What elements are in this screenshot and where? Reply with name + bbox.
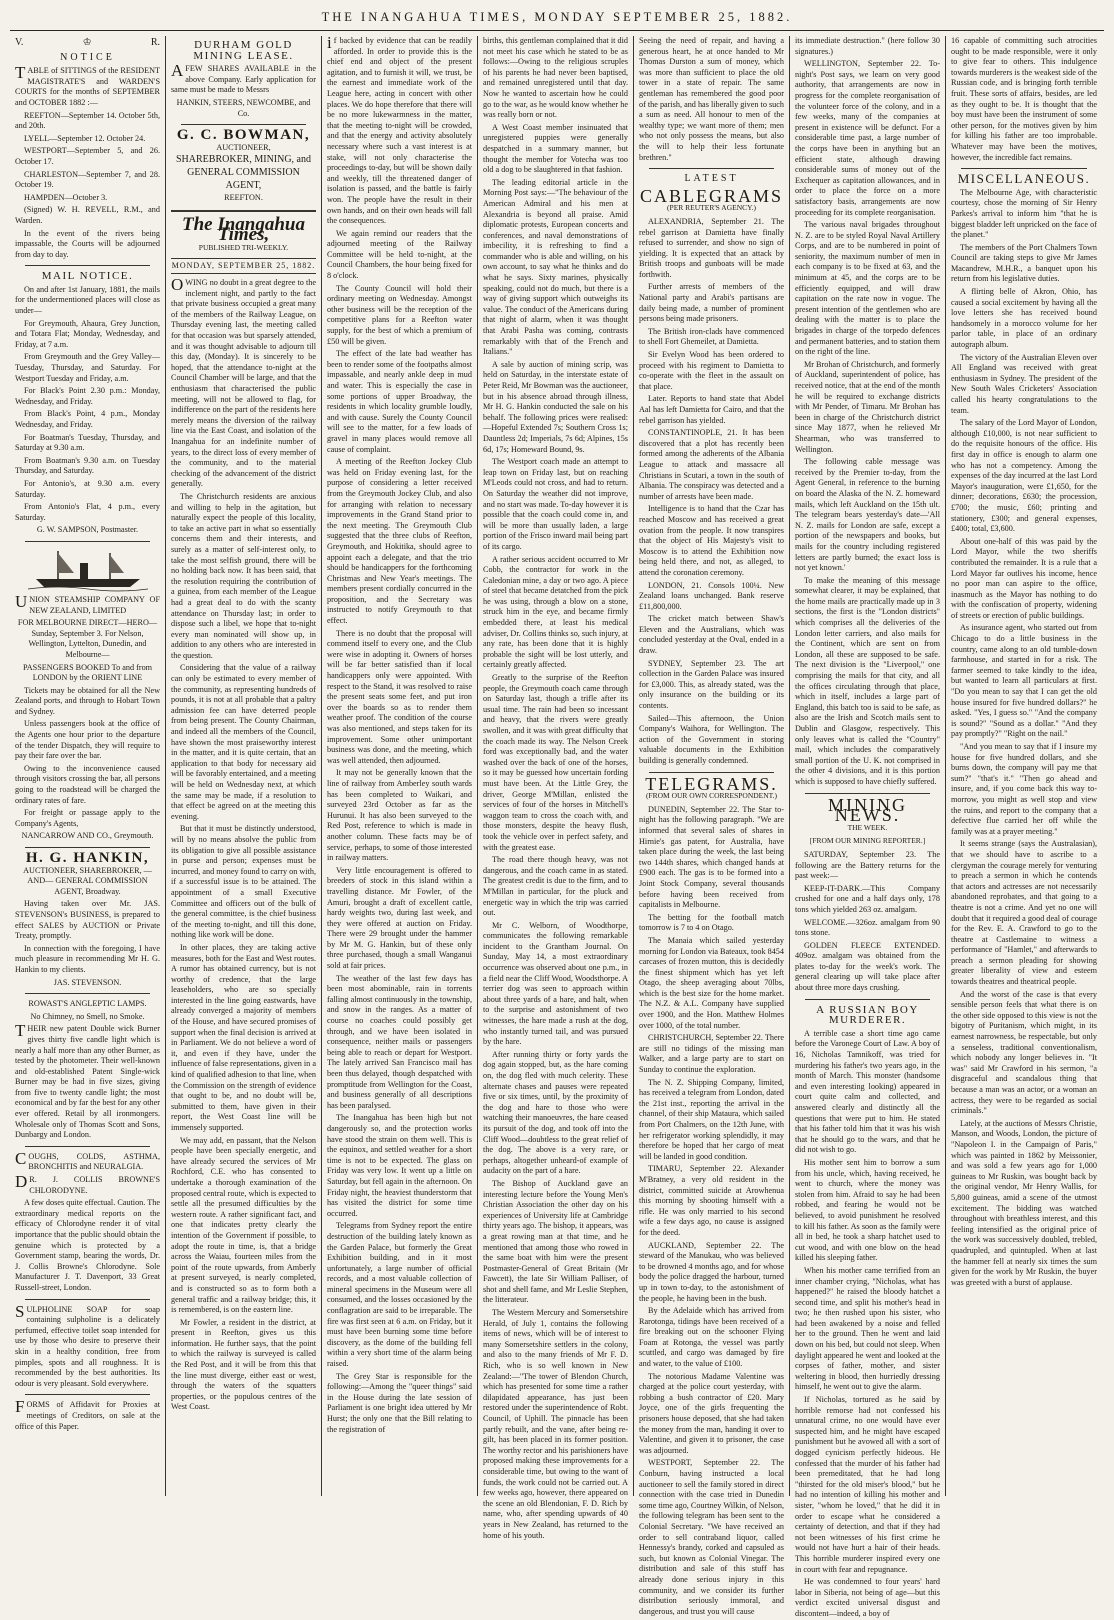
article-paragraph: births, this gentleman complained that it did not meet his case which he stated to be as follows:—Owing to the religious scruples of his parents he had never been baptised, and remained unregistered until that day. Now he wanted to ascertain how he could go to the war, as he would know whether he was really born or not. — [483, 36, 628, 120]
article-paragraph: Greatly to the surprise of the Reefton people, the Greymouth coach came through on Saturday last, though a trifle after its usual time. The rain had been so incessant and heavy, that the rivers were greatly swollen, and it was with great difficulty that the coach made its way. The Nelson Creek ford was exceptionally bad, and the water washed over the back of one of the horses, so it may be guessed how uncertain fording must have been. At the Little Grey, the driver, George M'Millan, enlisted the services of four of the horses in Mitchell's waggon team to cross the coach with, and those monsters, despite the heavy flush, took the vehicle over in perfect safety, and with the greatest ease. — [483, 673, 628, 852]
divider — [25, 1146, 150, 1147]
the-week-line: THE WEEK. — [847, 822, 888, 832]
telegram-paragraph: CHRISTCHURCH, September 22. There are still no tidings of the missing man Walker, and a large party are to start on Sunday to continue the exploration. — [639, 1033, 784, 1075]
bowman-general: GENERAL COMMISSION — [187, 166, 300, 178]
russian-murderer-heading: A RUSSIAN BOY MURDERER. — [816, 1003, 919, 1027]
article-paragraph: We again remind our readers that the adjourned meeting of the Railway Committee will be held to-night, at the Council Chambers, the hour being fixed for 8 o'clock. — [327, 228, 472, 281]
bowman-sharebroker: SHAREBROKER, MINING, and — [176, 154, 311, 166]
cablegrams-heading: CABLEGRAMS — [639, 185, 784, 206]
mining-paragraph: KEEP-IT-DARK.—This Company crushed for one and a half days only, 178 tons which yielded 263 oz. amalgam. — [795, 883, 940, 914]
passengers-booked: PASSENGERS BOOKED To and from LONDON by the ORIENT LINE — [22, 662, 153, 683]
telegram-paragraph: The following cable message was received by the Premier to-day, from the Agent General, in reference to the burning on board the Alaska of the N. Z. homeward mails, which left Auckland on the 15th ult. The telegram bears yesterday's date—'All N. Z. mails for London are safe, except a portion of the newspapers and books, but mails for the country including registered letters are partly burned; the exact loss is not yet known.' — [795, 457, 940, 573]
durham-heading: DURHAM GOLD MINING LEASE. — [193, 39, 294, 62]
telegram-paragraph: The N. Z. Shipping Company, limited, has received a telegram from London, dated the 21st inst., reporting the arrival in the channel, of their ship Mataura, which sailed from Port Chalmers, on the 12th June, with her refrigerator working splendidly, it may therefore be hoped that her cargo of meat will be landed in good condition. — [639, 1077, 784, 1161]
divider — [25, 1299, 150, 1300]
court-charleston: CHARLESTON—September 7, and 28. October 19. — [15, 169, 160, 190]
divider — [649, 772, 774, 773]
cable-paragraph: The cricket match between Shaw's Eleven and the Australians, which was concluded yesterday at the Oval, ended in a draw. — [639, 614, 784, 656]
misc-paragraph: A flirting belle of Akron, Ohio, has caused a social excitement by having all the love letters she has received bound handsomely in a morocco volume for her parlor table, in place of an ordinary autograph album. — [951, 287, 1097, 350]
lamps-heading: ROWAST'S ANGLEPTIC LAMPS. — [28, 999, 147, 1009]
court-westport: WESTPORT—September 5, and 26. October 17. — [15, 146, 160, 166]
leader-paragraph: OWING no doubt in a great degree to the inclement night, and partly to the fact that private business occupied a great many of the members of the Railway League, on Thursday evening last, the meeting called for that occasion was but sparsely attended, and it was thought advisable to adjourn till this day, (Monday). It is sincerely to be hoped, that the attendance to-night at the Council Chamber will be large, and that the enthusiasm that characterised the public meeting, will not be allowed to flag, for indifference on the part of the residents here merely means the diversion of the railway line via the East Coast, and isolation of the Inangahua for an indefinite number of years, to the direct loss of every member of the community, and to the material checking of the advancement of the district generally. — [171, 275, 316, 489]
cable-paragraph: Later. Reports to hand state that Abdel Aal has left Damietta for Cairo, and that the rebel garrison has yielded. — [639, 394, 784, 425]
lamps-body: THEIR new patent Double wick Burner gives thirty five candle light which is nearly a half more than any other Burner, as tested by the photometer. Their well-known and old-established Patent Single-wick Burner may be had in five sizes, giving from five to twenty candle light; the most economical and by far the best for any other ever offered. Retail by all ironmongers. Wholesale only of Thomas Scott and Sons, Dunbargy and London. — [15, 1021, 160, 1140]
article-paragraph: If Nicholas, tortured as he said by horrible remorse had not confessed his unnatural crime, no one would have ever suspected him, and he might have escaped punishment but he avowed all with a sort of dogged cynicism perfectly hideous. He confessed that the murder of his father had been premeditated, that he had long "thirsted for the old miser's blood," but he had no intention of killing his mother and sister, "whom he loved," that he did it in order to escape what he considered a certainty of detection, and that if they had not been witnesses of his first crime he would not have hurt a hair of their heads. This horrible murderer inspired every one in court with fear and repugnance. — [795, 1395, 940, 1574]
article-paragraph: A rather serious accident occurred to Mr Cobb, the contractor for work in the Caledonian mine, a day or two ago. A piece of steel that became detatched from the pick he was using, through a blow on a stone, struck him in the eye, and became firmly embedded there, at least his medical adviser, Dr. Collins thinks so, such injury, at any rate, has been done that it is highly probable the sight will be lost utterly, and certainly greatly affected. — [483, 554, 628, 670]
cable-paragraph: Sailed—This afternoon, the Union Company's Waihora, for Wellington. The action of the Government in storing valuable documents in the Exhibition building is generally condemned. — [639, 713, 784, 765]
steamship-icon — [28, 547, 148, 591]
article-paragraph: The Inangahua has been high but not dangerously so, and the protection works have stood the strain on them well. This is the equinox, and settled weather for a short time is not to be expected. The glass on Friday was very low. It went up a little on Saturday, but fell again in the afternoon. On Friday night, the heaviest thunderstorm that has visited the district for some time occurred. — [327, 1113, 472, 1218]
divider — [649, 168, 774, 169]
coughs-heading: COUGHS, COLDS, ASTHMA, BRONCHITIS and NEURALGIA. — [15, 1148, 160, 1172]
mail-line: For Black's Point 2.30 p.m.: Monday, Wednesday, and Friday. — [15, 386, 160, 406]
agency-line: (PER REUTER'S AGENCY.) — [667, 203, 756, 213]
columns — [10, 33, 1104, 1618]
article-paragraph: Mr C. Welborn, of Woodthorpe, communicates the following remarkable incident to the Grantham Journal. On Sunday, May 14, a most extraordinary occurrence was observed about one p.m., in a field near the Cliff Wood, Woodsthorpe. A terrier dog was seen to approach within about three yards of a hare, and halt, when to the surprise and astonishment of two witnesses, the hare made a rush at the dog, who instantly turned tail, and was pursued by the hare. — [483, 920, 628, 1047]
published-line: PUBLISHED TRI-WEEKLY. — [198, 242, 289, 252]
correspondent-line: (FROM OUR OWN CORRESPONDENT.) — [645, 791, 778, 801]
article-paragraph: The Grey Star is responsible for the following:—Among the "queer things" said in the House during the late session of Parliament is one bright idea uttered by Mr Hurst; the only one that the Bill relating to the registration of — [327, 1371, 472, 1434]
leader-paragraph: But that it must be distinctly understood, will by no means absolve the public from its obligation to give all possible assistance in purse and person; expenses must be incurred, and money found to carry on with, if a successful issue is to be attained. The appointment of a small Executive Committee and officers out of the bulk of the general committee, is the chief business of the meeting to-night, and till this done, nothing like work will be done. — [171, 824, 316, 940]
hankin-name: H. G. HANKIN, — [25, 850, 150, 866]
mail-line: From Boatman's 9.30 a.m. on Tuesday Thursday, and Saturday. — [15, 455, 160, 476]
mining-paragraph: SATURDAY, September 23. The following are the Battery returns for the past week:— — [795, 849, 940, 881]
leader-paragraph: The Christchurch residents are anxious and willing to help in the agitation, but naturally expect the people of this locality, to take an active part in what so essentially concerns them and their interests, and surely as a matter of self-interest only, to take the most selfish ground, there will be no holding back now. It has been said, that the resolution requiring the contribution of a guinea, from each member of the League had a great deal to do with the scanty attendance on Thursday last; in order to dispose such a libel, we hope that to-night every man nominated will show up, in addition to any others who are interested in the question. — [171, 491, 316, 660]
telegram-paragraph: its immediate destruction." (here follow 30 signatures.) — [795, 36, 940, 56]
running-head: THE INANGAHUA TIMES, MONDAY SEPTEMBER 25, 1882. — [321, 10, 793, 24]
column-7 — [946, 36, 1102, 1496]
divider — [25, 1394, 150, 1395]
unless-text: Unless passengers book at the office of the Agents one hour prior to the departure of the tender Dispatch, they will require to pay their fare over the bar. — [15, 719, 160, 761]
divider — [25, 847, 150, 848]
divider — [961, 168, 1087, 169]
tickets-text: Tickets may be obtained for all the New Zealand ports, and through to Hobart Town and Sydney. — [15, 685, 160, 716]
hankin-steers: HANKIN, STEERS, NEWCOMBE, and Co. — [176, 97, 311, 118]
cable-paragraph: Sir Evelyn Wood has been ordered to proceed with his regiment to Damietta to co-operate with the fleet in the assault on that place. — [639, 350, 784, 391]
article-paragraph: After running thirty or forty yards the dog again stopped, but, as the hare coming on, the dog fled with much celerity. These alternate chases and pauses were repeated five or six times, until, by the proximity of the dog and hare to those who were watching their manoeuvres, the hare ceased its pursuit of the dog, and took off into the Cliff Wood—doubtless to the great relief of the dog. The above is a very rare, or perhaps, altogether unheard-of example of audacity on the part of a hare. — [483, 1049, 628, 1176]
cable-paragraph: The British iron-clads have commenced to shell Fort Ghemeilet, at Damietta. — [639, 326, 784, 347]
column-2 — [166, 36, 322, 1496]
melbourne-sailings: FOR MELBOURNE DIRECT—HERO—Sunday, September 3. For Nelson, Wellington, Lyttelton, Dunedin, and Melbourne— — [17, 618, 158, 659]
miscellaneous-heading: MISCELLANEOUS. — [957, 171, 1091, 187]
divider — [805, 999, 930, 1000]
owing-text: Owing to the inconvenience caused through visitors crossing the bar, all persons going to the roadstead will be charged the ordinary rates of fare. — [15, 763, 160, 805]
mining-paragraph: WELCOME.—326oz. amalgam from 90 tons stone. — [795, 917, 940, 938]
article-paragraph: The Western Mercury and Somersetshire Herald, of July 1, contains the following items of news, which will be of interest to many Somersetshire settlers in the colony, and also to the many friends of Mr F. D. Rich, who is so well known in New Zealand:—"The tower of Blendon Church, which has presented for some time a rather dilapidated appearance, has just been restored under the superintendence of Robt. Council, of Uphill. The pinnacle has been partly rebuilt, and the vane, after being re-gilt, has been placed in its former position. The worthy rector and his parishioners have proposed making these improvements for a considerable time, but owing to the want of funds, the work could not be carried out. A few weeks ago, however, there appeared on the scene an old Blendonian, F. D. Rich by name, who, after spending upwards of 40 years in New Zealand, has returned to the home of his youth. — [483, 1308, 628, 1540]
misc-paragraph: The Melbourne Age, with characteristic courtesy, chose the morning of Sir Henry Parkes's arrival to inform him "that he is biggest bladder left unpricked on the face of the planet." — [951, 187, 1097, 240]
telegram-paragraph: The various naval brigades throughout N. Z. are to be styled Royal Naval Artillery Corps, and are to be numbered in point of seniority, the maximum number of men in each company is to be fixed at 63, and the minimum at 45, and the corps are to be efficiently equipped, and will draw capitation on the rate now in vogue. The present intention of the gentlemen who are dealing with the matter is to place the brigades in charge of the torpedo defences and permanent batteries, and to station them on the right of the line. — [795, 220, 940, 357]
column-5 — [634, 36, 790, 1616]
divider — [805, 793, 930, 794]
article-paragraph: The effect of the late bad weather has been to render some of the footpaths almost impassable, and nearly ankle deep in mud and water. This is especially the case in some portions of upper Broadway, the residents in which locality grumble loudly, and with cause. Surely the County Council will see to the matter, for a few loads of gravel in many places would remove all cause of complaint. — [327, 349, 472, 454]
divider — [25, 993, 150, 994]
misc-paragraph: About one-half of this was paid by the Lord Mayor, while the two sheriffs contributed the remainder. It is a rule that a Lord Mayor far outlives his income, hence no poor man can aspire to the office, inasmuch as the Mayor has nothing to do with the confiscation of property, widening of streets or erection of public buildings. — [951, 536, 1097, 620]
dateline: MONDAY, SEPTEMBER 25, 1882. — [171, 258, 316, 275]
article-paragraph: His mother sent him to borrow a sum from his uncle, which, having received, he went to church, where the money was stolen from him. Afraid to say he had been robbed, and fearing he would not be believed, to avoid punishment he resolved to kill his father. As soon as the family were all in bed, he took a sharp hatchet used to cut wood, and with one blow on the head killed his sleeping father. — [795, 1157, 940, 1263]
union-heading: UNION STEAMSHIP COMPANY OF NEW ZEALAND, LIMITED — [15, 591, 160, 615]
telegram-paragraph: The Manaia which sailed yesterday morning for London via Bateaux, took 8454 carcases of frozen mutton, this is decidedly the finest shipment which has yet left Otago, the sheep averaging about 70lbs, which is the best size for the home market. The N.Z. & A.L. Company have supplied over 1900, and the Hon. Matthew Holmes over 1000, of the total number. — [639, 935, 784, 1030]
article-paragraph: The leading editorial article in the Morning Post says:—"The behaviour of the American Admiral and his men at Alexandria is beyond all praise. Amid diplomatic protests, European concerts and conferences, and naval demonstrations of imbecility, it is refreshing to find a commander who is able and willing, on his own account, to say what he thinks and do what he says. Sixty marines, physically speaking, could not do much, but there is a way of giving support which outweighs its value. The conduct of the Americans during that night of alarm, when it was thought that Arabi Pasha was coming, contrasts remarkably with that of the French and Italians." — [483, 177, 628, 357]
column-1 — [10, 36, 166, 1496]
sulpholine-ad: SULPHOLINE SOAP for soap containing sulpholine is a delicately perfumed, effective toilet soap intended for use by those who desire to preserve their skin in a healthy condition, free from pimples, spots and all roughness. It is recommended by the best authorities. Its odour is very pleasant. Sold everywhere. — [15, 1301, 160, 1388]
mining-news-heading: MINING NEWS. — [828, 794, 907, 826]
telegram-paragraph: WESTPORT, September 22. The Conburn, having instructed a local auctioneer to sell the family stored in direct connection with the case tried in Dunedin some time ago, Courtney Wilkin, of Nelson, the following telegram has been sent to the Colonial Secretary. "We have received an order to sell contraband liquor, called Hennessy's brandy, corked and capsuled as such, but known as Colonial Vinegar. The distribution and sale of this stuff has already done serious injury in this community, and we consider its further distribution seriously immoral, and dangerous, and trust you will cause — [639, 1458, 784, 1616]
bowman-place: REEFTON. — [224, 193, 263, 203]
article-paragraph: There is no doubt that the proposal will commend itself to every one, and the Club were wise in adopting it. Owners of horses will be far better satisfied than if local handicappers only were appointed. With respect to the Stand, it was resolved to raise the present seats some feet, and put iron over the boards so as to render them weather proof. The condition of the course was also mentioned, and steps taken for its improvement. Some other unimportant business was done, and the meeting, which was well attended, then adjourned. — [327, 628, 472, 765]
forms-ad: FORMS of Affidavit for Proxies at meetings of Creditors, on sale at the office of this Paper. — [15, 1397, 160, 1431]
misc-paragraph: Lately, at the auctions of Messrs Christie, Manson, and Woods, London, the picture of "Napoleon I. in the Campaign of Paris," which was painted in 1862 by Meissonier, and was sold a few years ago for 1,000 guineas to Mr Ruskin, was bought back by the original vendor, Mr Henry Wallis, for 5,800 guineas, amid a scene of the utmost excitement. The bidding was watched throughout with breathless interest, and this feeling intensified as the original price of the work was successively doubled, trebled, quadrupled, and quintupled. When at last the hammer fell at nearly six times the sum given for the work by Mr Ruskin, the buyer was greeted with a burst of applause. — [951, 1118, 1097, 1287]
divider — [171, 210, 316, 212]
article-paragraph: He was condemned to four years' hard labor in Siberia, not being of age—but this verdict excited universal disgust and discontent—indeed, a boy of — [795, 1577, 940, 1618]
bowman-agent: AGENT, — [225, 179, 262, 191]
misc-paragraph: It seems strange (says the Australasian), that we should have to ascribe to a clergyman the courage merely for venturing to preach a sermon in which he contends that actors and actresses are not necessarily abandoned reprobates, and that going to a theatre is not a crime. And yet no one will doubt that it required a good deal of courage for the Rev. E. A. Crawford to go to the theatre at Castlemaine to witness a performance of "Hamlet," and afterwards to preach a sermon pleading for showing greater liberality of view and esteem towards theatres and theatrical people. — [951, 839, 1097, 987]
telegram-paragraph: Mr Brohan of Christchurch, and formerly of Auckland, superintendent of police, has received notice, that at the end of the month he will be required to exchange districts with Mr Pender, of Timaru. Mr Brohan has been in charge of the Christchurch district since May 1877, when he relieved Mr Shearman, who was transferred to Wellington. — [795, 359, 940, 454]
article-paragraph: The County Council will hold their ordinary meeting on Wednesday. Amongst other business will be the reception of the competitive plans for a Reefton water supply, for the best of which a premium of £50 will be given. — [327, 283, 472, 346]
mail-line: For Antonio's, at 9.30 a.m. every Saturday. — [15, 478, 160, 499]
shares-ad: AFEW SHARES AVAILABLE in the above Company. Early application for same must be made to Messrs — [171, 61, 316, 95]
divider — [25, 541, 150, 542]
article-paragraph: It may not be generally known that the line of railway from Amberley south wards has been completed to Waikari, and surveyed 23rd October as far as the Hurunui. It has also been surveyed to the Red Post, reference to which is made in another column. These facts may be of service, perhaps, to some of those interested in railway matters. — [327, 768, 472, 863]
mail-line: From Black's Point, 4 p.m., Monday Wednesday, and Friday. — [15, 409, 160, 429]
bowman-role: AUCTIONEER, — [216, 142, 271, 152]
cable-paragraph: Intelligence is to hand that the Czar has reached Moscow and has received a great ovation from the people. It now transpires that the object of His Majesty's visit to Moscow is to attend the Exhibition now being held there, and not, as alleged, to attend the coronation ceremony. — [639, 504, 784, 577]
column-4 — [478, 36, 634, 1540]
mail-line: On and after 1st January, 1881, the mails for the undermentioned places will close as under— — [15, 284, 160, 316]
mail-line: For Boatman's Tuesday, Thursday, and Saturday at 9.30 a.m. — [15, 432, 160, 453]
postmaster-signature: G. W. SAMPSON, Postmaster. — [36, 525, 139, 535]
article-paragraph: A meeting of the Reefton Jockey Club was held on Friday evening last, for the purpose of considering a letter received from the Greymouth Jockey Club, and also for arranging with relation to necessary improvements in the Grand Stand prior to the next meeting. The Greymouth Club suggested that the three clubs of Reefton, Greymouth, and Hokitika, should agree to appoint each a delegate, and that the trio should be handicappers for the forthcoming Christmas and New Year's meetings. The members present cordially concurred in the proposition, and the Secretary was instructed to notify Greymouth to that effect. — [327, 457, 472, 626]
telegram-paragraph: To make the meaning of this message somewhat clearer, it may be explained, that the home mails are practically made up in 3 sections, the first is the "London districts" which comprises all the deliveries of the London letter carriers, and also mails for the Continent, which are sent on from London, all these are supposed to be safe. The next division is the "Liverpool," one comprising the mails for that city, and all the offices circulating through that place, which in itself, includes a large part of England, this batch too is said to be safe, as also are the Irish and Scotch mails sent to Dublin and Glasgow, respectively. This only leaves what is called the "Country" mail, which includes the comparatively small portion of the U. K. not comprised in the other 4 divisions, and it is this portion which is supposed to have chiefly suffered. — [795, 575, 940, 786]
mail-line: For Greymouth, Ahaura, Grey Junction, and Totara Flat; Monday, Wednesday, and Friday, at 7 a.m. — [15, 318, 160, 349]
telegram-paragraph: The notorious Madame Valentine was charged at the police court yesterday, with robbing a bush contractor of £20. Mary Joyce, one of the girls frequenting the prisoners house deposed, that she had taken the money from the man, handing it over to Valentine, and given it to prisoner, the case was adjourned. — [639, 1371, 784, 1455]
sittings-text: TABLE of SITTINGS of the RESIDENT MAGISTRATE'S and WARDEN'S COURTS for the months of SEPTEMBER and OCTOBER 1882 :— — [15, 63, 160, 107]
article-paragraph: The weather of the last few days has been most abominable, rain in torrents falling almost continuously in the township, and snow in the ranges. As a matter of course no coaches could possibly get through, and we have been isolated in consequence, neither mails or passengers being able to reach or depart for Westport. The lately arrived San Francisco mail has been thus delayed, though despatched with promptitude from Wellington for the Coast, and business generally of all descriptions has been paralysed. — [327, 973, 472, 1110]
article-paragraph: The road there though heavy, was not dangerous, and the coach came in as stated. The greatest credit is due to the firm, and to M'Millan in particular, for the pluck and energetic way in which the trip was carried out. — [483, 855, 628, 918]
cable-paragraph: LONDON, 21. Consols 100¼. New Zealand loans unchanged. Bank reserve £11,800,000. — [639, 580, 784, 611]
masthead: The Inangahua Times, — [181, 213, 306, 246]
notice-heading: NOTICE — [60, 51, 115, 63]
signed: (Signed) W. H. REVELL, R.M., and Warden. — [15, 205, 160, 225]
freight-text: For freight or passage apply to the Company's Agents, — [15, 808, 160, 828]
agents-name: NANCARROW AND CO., Greymouth. — [21, 831, 154, 841]
cable-paragraph: Further arrests of members of the National party and Arabi's partisans are daily being made, a number of prominent persons being made prisoners. — [639, 282, 784, 324]
court-hampden: HAMPDEN—October 3. — [24, 192, 108, 202]
hankin-connection: In connection with the foregoing, I have much pleasure in recommending Mr H. G. Hankin to my clients. — [15, 943, 160, 974]
misc-paragraph: The victory of the Australian Eleven over All England was received with great enthusiasm in Sydney. The president of the New South Wales Cricketers' Association called his hearty congratulations to the team. — [951, 352, 1097, 415]
divider — [181, 124, 306, 125]
leader-paragraph: We may add, en passant, that the Nelson people have been specially energetic, and have already secured the services of Mr Rochford, C.E. who has consented to undertake a thorough examination of the proposed central route, which is expected to settle all the presumed difficulties by the western route. A rather significant fact, and one that indicates pretty clearly the intention of the Government if possible, to adopt the route in time, is, that a bridge across the Waiau, fourteen miles from the point of the route upwards, from Amberly at present surveyed, is nearly completed, and is constructed so as to form both a general traffic and a railway bridge; this, it is remembered, is on the eastern line. — [171, 1135, 316, 1315]
misc-paragraph: "And you mean to say that if I insure my house for five hundred dollars, and she burns down, the company will pay me that sum?" "that's it." "Then go ahead and insure, and, if you come back this way to-morrow, you might as well stop and view the ruins, and report to the company that a defective flue carried her off while the family was at a prayer meeting." — [951, 742, 1097, 836]
article-paragraph: if backed by evidence that can be readily afforded. In order to provide this is the chief end and object of the present agitation, and to furnish it will, we trust, be the earnest and immediate work of the League here, acting in concert with other places. We do hope therefore that there will be no more lukewarmness in the matter, that the meeting to-night will be crowded, and that the energy and activity absolutely necessary where such a vast interest is at stake, will not only characterise the proceedings to-day, but will be shown daily and weekly, till the threatened danger of isolation is passed, and the battle is fairly won. The people have the result in their own hands, and on their own heads will fall the consequences. — [327, 33, 472, 226]
leader-paragraph: Mr Fowler, a resident in the district, at present in Reefton, gives us this information. He further says, that the point to which the railway is surveyed is called the Red Post, and it will be from this that the line must diverge, either east or west, through the waters of the squatters properties, or the populous centres of the West Coast. — [171, 1317, 316, 1412]
leader-paragraph: Considering that the value of a railway can only be estimated to every member of the community, as representing hundreds of pounds, it is not at all probable that a paltry admission fee can have deterred people from being present. The County Chairman, and indeed all the members of the Council, have shown the most praiseworthy interest in the matter, and it is quite certain, that an application to that body for necessary aid will be favorably entertained, and a meeting will be held on Wednesday next, at which the same may be made, if a resolution to that effect be agreed on at the meeting this evening. — [171, 663, 316, 821]
vr-right: R. — [150, 37, 160, 48]
mail-line: From Greymouth and the Grey Valley—Tuesday, Thursday, and Saturday. For Westport Tuesday and Friday, a.m. — [15, 352, 160, 383]
stevenson-signature: JAS. STEVENSON. — [53, 977, 122, 987]
hankin-titles: AUCTIONEER, SHAREBROKER, —AND— GENERAL COMMISSION AGENT, Broadway. — [23, 865, 152, 896]
court-reefton: REEFTON—September 14. October 5th, and 20th. — [15, 110, 160, 131]
article-paragraph: A sale by auction of mining scrip, was held on Saturday, in the interstate estate of Peter Reid, Mr Bowman was the auctioneer, but in his absence abroad through illness, Mr H. G. Hankin conducted the sale on his behalf. The following prices were realised:—Hopeful Extended 7s; Southern Cross 1s; Dauntless 2d; Imperials, 7s 6d; Alpines, 15s 6d, 17s; Homeward Bound, 9s. — [483, 359, 628, 454]
telegram-paragraph: WELLINGTON, September 22. To-night's Post says, we learn on very good authority, that arrangements are now in progress for the complete reorganisation of the volunteer force of the colony, and in a few weeks, many of the companies at present in existence will be defunct. For a considerable time past, a large number of the corps have been in anything but an efficient state, although drawing considerable sums of money out of the Exchequer as capitation allowances, and in order to place the force on a more satisfactory basis, arrangements are now proceeding for its complete reorganisation. — [795, 59, 940, 217]
chlorodyne-heading: DR. J. COLLIS BROWNE'S CHLORODYNE. — [15, 1172, 160, 1195]
lamps-subheading: No Chimney, no Smell, no Smoke. — [30, 1011, 145, 1021]
telegram-paragraph: TIMARU, September 22. Alexander M'Bratney, a very old resident in the district, committed suicide at Arowhenua this morning by shooting himself with a rifle. He was only married to his second wife a few days ago, no cause is assigned for the deed. — [639, 1164, 784, 1237]
leader-paragraph: In other places, they are taking active measures, both for the East and West routes. A rumor has obtained currency, but is not worthy of credence, that the large leaseholders, who are so specially interested in the line going eastwards, have already converged a majority of members of the House, and have secured promises of support when the final decision is arrived at in Parliament. We do not believe a word of it, and even if they have, under the influence of false representations, given in a kind of qualified adhesion to that line, when the Commission on the strength of evidence that ought to be, and no doubt will be, submitted to them, have given in their report, the West Coast line will be immensely supported. — [171, 942, 316, 1132]
divider — [25, 265, 150, 266]
article-paragraph: Seeing the need of repair, and having a generous heart, he at once handed to Mr Thomas Durston a sum of money, which was more than sufficient to place the old tower in a state of repair. The same gentleman has remembered the good poor of the parish, and has liberally given to such a sum as need. All honour to men of the wealthy type; we want more of them; men who not only possess the means, but also the will to help their less fortunate brethren." — [639, 36, 784, 162]
column-6 — [790, 36, 946, 1618]
article-paragraph: The Westport coach made an attempt to leap town on Friday last, but on reaching M'Leods could not cross, and had to return. On Saturday the weather did not improve, and no start was made. To-day however it is possible that the coach could come in, and will be more than usually laden, a large portion of the Frisco inward mail being part of its cargo. — [483, 457, 628, 551]
misc-paragraph: As insurance agent, who started out from Chicago to do a little business in the country, came along to an old tumble-down farmhouse, and started in for a risk. The farmer seemed to take kindly to the idea, but wanted to learn all particulars at first. "Do you mean to say that I can get the old house insured for five hundred dollars?" he asked. "Yes, I guess so." "And the company is sound?" "Sound as a dollar." "And they pay promptly?" "Right on the nail." — [951, 623, 1097, 739]
bowman-name: G. C. BOWMAN, — [176, 127, 311, 144]
article-paragraph: Telegrams from Sydney report the entire destruction of the building lately known as the Garden Palace, but formerly the Great Exhibition building, and in it most unfortunately, a large number of official records, and a most valuable collection of mineral specimens in the Museum were all consumed, and the losses occasioned by the conflagration are said to be irreparable. The fire was first seen at 6 a.m. on Friday, but it must have been burning some time before discovery, as the dome of the building fell within a very short time of the alarm being raised. — [327, 1221, 472, 1369]
article-paragraph: A terrible case a short time ago came before the Varonege Court of Law. A boy of 16, Nicholas Tamnikoff, was tried for murdering his father's two years ago, in the month of March. This monster (handsome and even interesting looking) appeared in court quite calm and collected, and answered clearly and distinctly all the questions that were put to him. He stated that his father told him that it was his wish that he should go to the wars, and that he did not wish to go. — [795, 1028, 940, 1155]
mining-paragraph: GOLDEN FLEECE EXTENDED. 409oz. amalgam was obtained from the plates to-day for the week's work. The general clearing up will take place after about three more days crushing. — [795, 940, 940, 993]
misc-paragraph: The members of the Port Chalmers Town Council are taking steps to give Mr James Macandrew, M.H.R., a banquet upon his return from his legislative duties. — [951, 242, 1097, 284]
column-3 — [322, 33, 478, 1496]
hankin-body: Having taken over Mr. JAS. STEVENSON's BUSINESS, is prepared to effect SALES by AUCTION or Private Treaty, promptly. — [15, 899, 160, 941]
telegram-paragraph: By the Adelaide which has arrived from Rarotonga, tidings have been received of a fire breaking out on the schooner Flying Foam at Rotonga, the vessel was partly scuttled, and cargo was damaged by fire and water, to the value of £100. — [639, 1306, 784, 1369]
misc-paragraph: And the worst of the case is that every sensible person feels that what there is on the other side opposed to this view is not the bigotry of Puritanism, which might, in its earnest narrowness, be respectable, but only a senseless, traditional conventionalism, which nobody any longer believes in. "It was" said Mr Crawford in his sermon, "a disgraceful and scandalous thing that because a man was an actor, or a woman an actress, they were to be regarded as social criminals." — [951, 989, 1097, 1116]
article-paragraph: A West Coast member insinuated that unregistered puppies were generally despatched in a summary manner, but thought the member for Votecha was too old a dog to be slaughtered in that fashion. — [483, 122, 628, 175]
misc-paragraph: The salary of the Lord Mayor of London, although £10,000, is not near sufficient to do the requisite honours of the office. His first day in office is enough to alarm one who has not a competency. Among the expenses of the day incurred at the last Lord Mayor's inauguration, were £1,650, for the dinner; decorations, £630; the procession, £700; the music, £60; printing and stationery, £300; and general expenses, £400; total, £3,600. — [951, 418, 1097, 534]
mining-reporter-line: [FROM OUR MINING REPORTER.] — [809, 836, 926, 846]
telegram-paragraph: The betting for the football match tomorrow is 7 to 4 on Otago. — [639, 912, 784, 933]
crown-icon: ♔ — [82, 37, 92, 48]
chlorodyne-body: A few doses quite effectual. Caution. The extraordinary medical reports on the efficacy of Chlorodyne render it of vital importance that the public should obtain the genuine which is protected by a Government stamp, bearing the words, Dr. J. Collis Browne's Chlorodyne. Sole Manufacturer J. T. Davenport, 33 Great Russell-street, London. — [15, 1198, 160, 1292]
court-lyell: LYELL—September 12. October 24. — [24, 133, 146, 143]
telegram-paragraph: DUNEDIN, September 22. The Star to-night has the following paragraph. "We are informed that several sales of shares in Hirnie's gas patent, for Australia, have taken place during the week, the last being two 144th shares, which changed hands at £900 each. The gas is to be formed into a Joint Stock Company, several thousands before having been received from capitalists in Melbourne. — [639, 804, 784, 910]
vr-mark — [15, 38, 160, 49]
telegrams-heading: TELEGRAMS. — [645, 773, 778, 794]
floods-note: In the event of the rivers being impassable, the Courts will be adjourned from day to day. — [15, 228, 160, 259]
mail-notice-heading: MAIL NOTICE. — [41, 270, 134, 283]
cable-paragraph: ALEXANDRIA, September 21. The rebel garrison at Damietta have finally refused to surrender, and show no sign of yielding. It is expected that an attack by British troops and gunboats will be made forthwith. — [639, 216, 784, 279]
mail-line: From Antonio's Flat, 4 p.m., every Saturday. — [15, 502, 160, 522]
latest-heading: LATEST — [684, 173, 739, 185]
article-paragraph: 16 capable of committing such atrocities ought to be made responsible, were it only to give fear to others. This indulgence towards murderers is the weakest side of the Russian code, and is bringing forth terrible fruit. These sorts of affairs, besides, are led as they ought to be. It is thought that the boy must have been the instrument of some other person, for the motives given by him for killing his father are too improbable. Whatever may have been the motives, however, the incredible fact remains. — [951, 36, 1097, 162]
telegram-paragraph: AUCKLAND, September 22. The steward of the Manukau, who was believed to be drowned 4 months ago, and for whose body the police dragged the harbour, turned up in town to-day, to the astonishment of the people, he having been in the bush. — [639, 1240, 784, 1303]
article-paragraph: Very little encouragement is offered to breeders of stock in this island within a travelling distance. Mr Fowler, of the Amuri, brought a draft of excellent cattle, hardy weights two, during last week, and they were offered at auction on Friday. There were 29 brought under the hammer by Mr M. G. Hankin, but of these only three purchased, though a small Wanganui sold at fair prices. — [327, 865, 472, 971]
vr-left: V. — [15, 37, 24, 48]
cable-paragraph: SYDNEY, September 23. The art collection in the Garden Palace was insured for £3,000. This, as already stated, was the only insurance on the building or its contents. — [639, 658, 784, 711]
cable-paragraph: CONSTANTINOPLE, 21. It has been discovered that a plot has recently been formed among the adherents of the Albania League to attack and massacre all Christians in Scutari, a town in the south of Albania. The conspiracy was detected and a number of arrests have been made. — [639, 428, 784, 501]
article-paragraph: The Bishop of Auckland gave an interesting lecture before the Young Men's Christian Association the other day on his experiences of University life at Cambridge thirty years ago. The bishop, it appears, was a great rowing man at that time, and he mentioned that among those who rowed in the same boat with him were the present Postmaster-General of Great Britain (Mr Fawcett), the late Sir William Palliser, of shot and shell fame, and Mr Leslie Stephen, the litterateur. — [483, 1178, 628, 1305]
head-rule — [10, 30, 1104, 31]
article-paragraph: When his mother came terrified from an inner chamber crying, "Nicholas, what has happened?" he raised the bloody hatchet a second time, and split his mother's head in two; he then rushed upon his sister, who had been awakened by a noise and felled her to the ground. Then he went and laid down on his bed, but could not sleep. When daylight appeared he went and looked at the corpses of father, mother, and sister weltering in blood, then hurriedly dressing himself, he went out to give the alarm. — [795, 1265, 940, 1392]
